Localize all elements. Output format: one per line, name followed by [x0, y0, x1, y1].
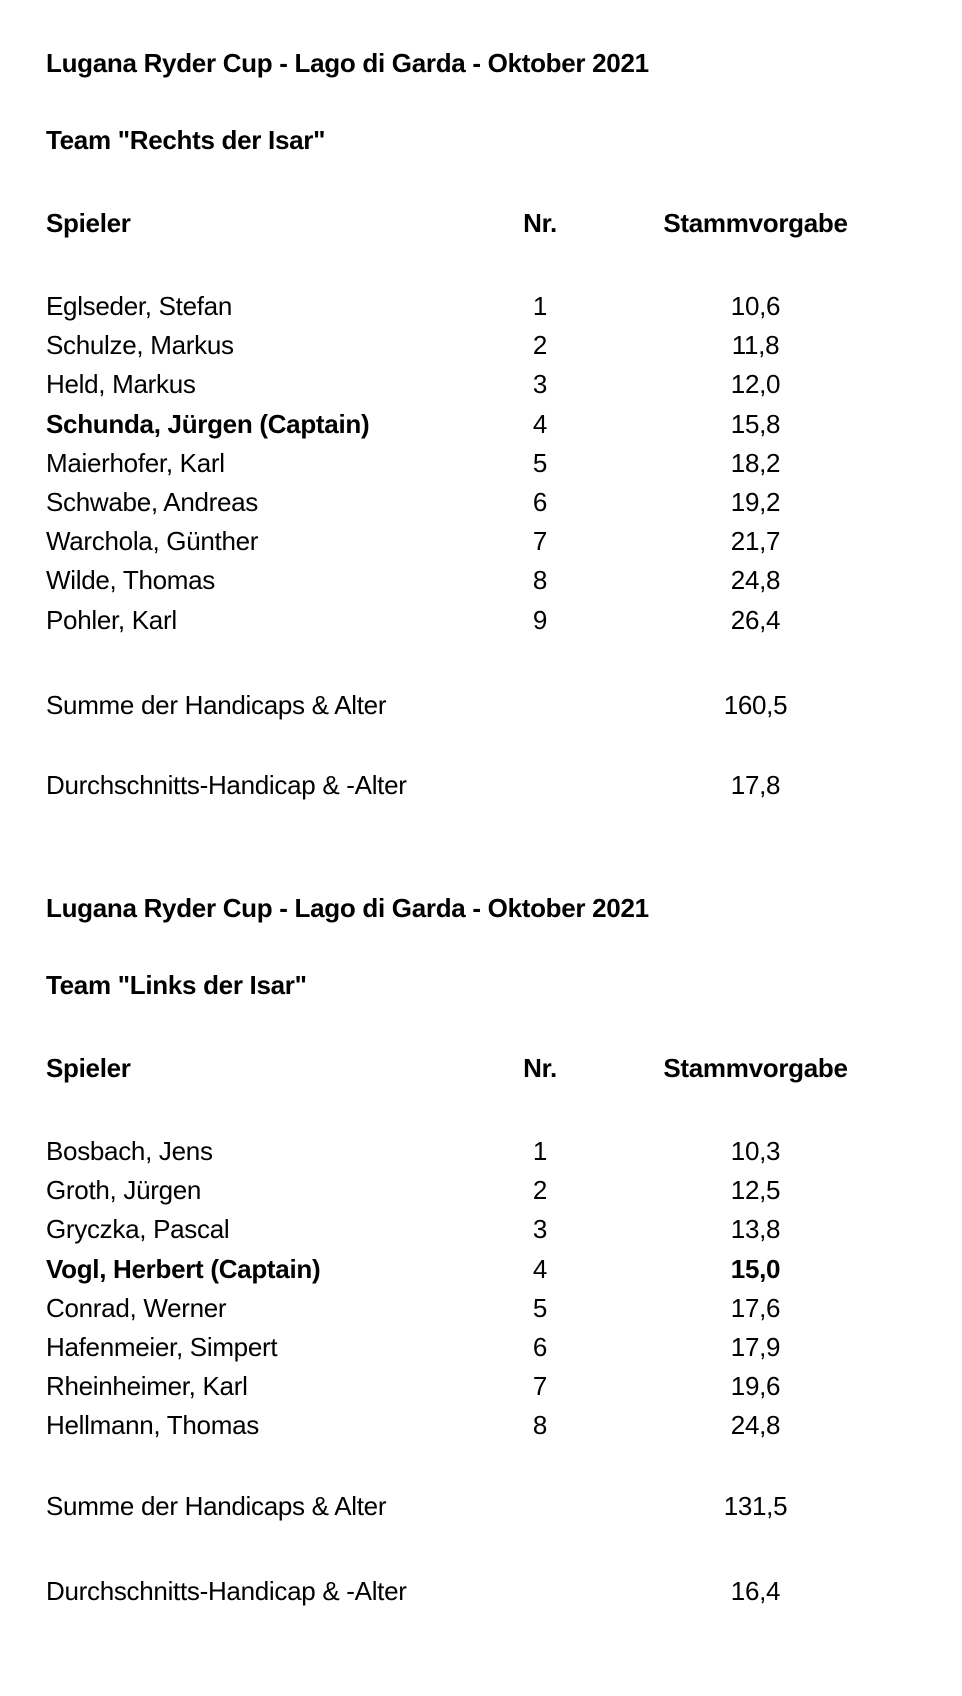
player-number: 6 [532, 487, 548, 517]
table-row [0, 1331, 962, 1363]
table-row [0, 525, 962, 557]
summary-value: 160,5 [723, 690, 788, 720]
section-title-text: Lugana Ryder Cup - Lago di Garda - Oktober 2021 [46, 48, 649, 78]
player-number: 5 [532, 448, 548, 478]
player-name: Conrad, Werner [46, 1293, 227, 1323]
table-row [0, 368, 962, 400]
summary-label: Durchschnitts-Handicap & -Alter [46, 770, 407, 800]
table-row [0, 486, 962, 518]
player-handicap: 17,6 [730, 1293, 781, 1323]
player-handicap: 15,8 [730, 409, 781, 439]
table-header-row [0, 207, 962, 239]
summary-row [0, 1575, 962, 1607]
player-number: 1 [532, 1136, 548, 1166]
player-handicap: 11,8 [731, 330, 780, 360]
player-name: Warchola, Günther [46, 526, 259, 556]
table-row [0, 1409, 962, 1441]
player-number: 9 [532, 605, 548, 635]
column-header-number: Nr. [523, 1053, 557, 1083]
player-name: Pohler, Karl [46, 605, 177, 635]
column-header-player: Spieler [46, 208, 131, 238]
player-handicap: 21,7 [730, 526, 781, 556]
table-row [0, 1135, 962, 1167]
table-row [0, 1292, 962, 1324]
section-title [0, 892, 962, 924]
summary-value: 16,4 [730, 1576, 781, 1606]
player-name: Gryczka, Pascal [46, 1214, 230, 1244]
section-title-text: Lugana Ryder Cup - Lago di Garda - Oktober 2021 [46, 893, 649, 923]
table-row [0, 329, 962, 361]
table-row [0, 1370, 962, 1402]
player-number: 8 [532, 1410, 548, 1440]
player-name: Schwabe, Andreas [46, 487, 259, 517]
player-handicap: 17,9 [730, 1332, 781, 1362]
table-row [0, 1174, 962, 1206]
player-number: 4 [532, 409, 548, 439]
player-name: Groth, Jürgen [46, 1175, 202, 1205]
player-name: Bosbach, Jens [46, 1136, 213, 1166]
player-name: Maierhofer, Karl [46, 448, 225, 478]
player-number: 7 [532, 526, 548, 556]
player-name: Schunda, Jürgen (Captain) [46, 409, 370, 439]
summary-row [0, 769, 962, 801]
player-number: 2 [532, 330, 548, 360]
summary-label: Summe der Handicaps & Alter [46, 1491, 387, 1521]
player-name: Eglseder, Stefan [46, 291, 232, 321]
player-name: Rheinheimer, Karl [46, 1371, 248, 1401]
player-number: 3 [532, 369, 548, 399]
player-number: 6 [532, 1332, 548, 1362]
team-name [0, 124, 962, 156]
player-handicap: 10,6 [730, 291, 781, 321]
player-name: Schulze, Markus [46, 330, 234, 360]
team-name-text: Team "Rechts der Isar" [46, 125, 326, 155]
player-handicap: 15,0 [730, 1254, 781, 1284]
player-number: 3 [532, 1214, 548, 1244]
player-handicap: 13,8 [730, 1214, 781, 1244]
summary-row [0, 689, 962, 721]
player-handicap: 19,6 [730, 1371, 781, 1401]
player-name: Held, Markus [46, 369, 196, 399]
player-handicap: 18,2 [730, 448, 781, 478]
table-row [0, 1213, 962, 1245]
column-header-handicap: Stammvorgabe [663, 208, 848, 238]
section-title [0, 47, 962, 79]
summary-label: Durchschnitts-Handicap & -Alter [46, 1576, 407, 1606]
player-number: 7 [532, 1371, 548, 1401]
summary-value: 131,5 [723, 1491, 788, 1521]
team-name-text: Team "Links der Isar" [46, 970, 307, 1000]
table-row [0, 290, 962, 322]
player-handicap: 12,5 [730, 1175, 781, 1205]
column-header-handicap: Stammvorgabe [663, 1053, 848, 1083]
summary-value: 17,8 [730, 770, 781, 800]
player-handicap: 19,2 [730, 487, 781, 517]
column-header-number: Nr. [523, 208, 557, 238]
player-name: Wilde, Thomas [46, 565, 216, 595]
summary-row [0, 1490, 962, 1522]
player-handicap: 24,8 [730, 1410, 781, 1440]
player-name: Vogl, Herbert (Captain) [46, 1254, 321, 1284]
column-header-player: Spieler [46, 1053, 131, 1083]
table-row [0, 604, 962, 636]
player-handicap: 26,4 [730, 605, 781, 635]
table-row [0, 447, 962, 479]
player-handicap: 12,0 [730, 369, 781, 399]
player-number: 2 [532, 1175, 548, 1205]
player-name: Hafenmeier, Simpert [46, 1332, 278, 1362]
player-number: 8 [532, 565, 548, 595]
team-name [0, 969, 962, 1001]
player-number: 4 [532, 1254, 548, 1284]
player-handicap: 10,3 [730, 1136, 781, 1166]
player-name: Hellmann, Thomas [46, 1410, 259, 1440]
table-row [0, 408, 962, 440]
table-row [0, 564, 962, 596]
player-number: 5 [532, 1293, 548, 1323]
table-row [0, 1253, 962, 1285]
table-header-row [0, 1052, 962, 1084]
player-number: 1 [532, 291, 548, 321]
player-handicap: 24,8 [730, 565, 781, 595]
summary-label: Summe der Handicaps & Alter [46, 690, 387, 720]
